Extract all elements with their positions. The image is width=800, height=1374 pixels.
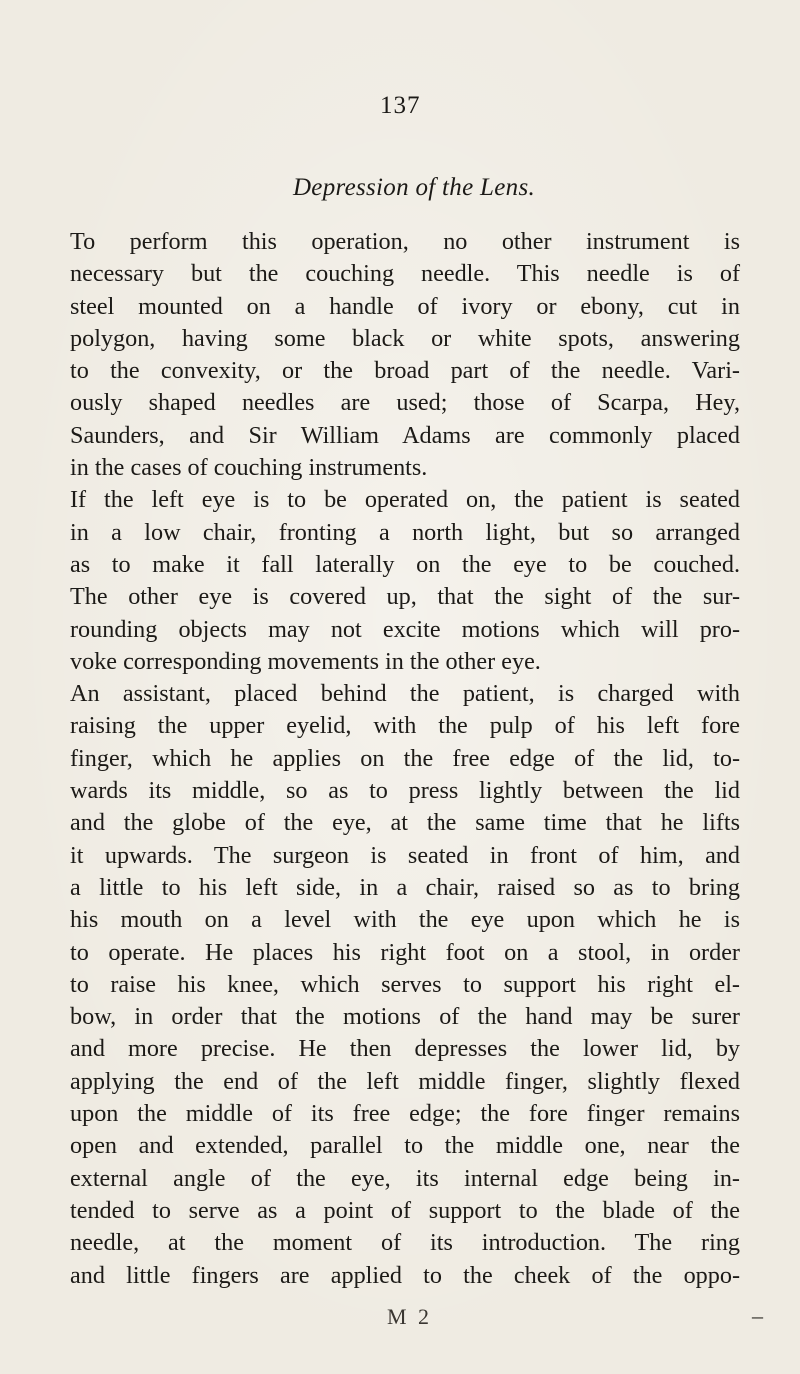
text-line: steel mounted on a handle of ivory or ebony, cut in: [70, 292, 740, 320]
text-line: To perform this operation, no other instrument is: [70, 228, 740, 255]
text-line: needle, at the moment of its introduction. The ring: [70, 1229, 740, 1257]
text-line: and more precise. He then depresses the lower lid, by: [70, 1035, 740, 1063]
text-line: ously shaped needles are used; those of Scarpa, Hey,: [70, 389, 740, 417]
section-heading: Depression of the Lens.: [292, 174, 536, 201]
text-line: open and extended, parallel to the middle one, near the: [70, 1132, 740, 1160]
text-line: raising the upper eyelid, with the pulp of his left fore: [70, 712, 740, 740]
text-line: as to make it fall laterally on the eye to be couched.: [70, 550, 740, 578]
end-dash: –: [752, 1303, 763, 1328]
text-line: a little to his left side, in a chair, raised so as to bring: [70, 873, 740, 901]
body-text: [70, 226, 740, 1292]
text-line: to the convexity, or the broad part of the needle. Vari-: [70, 357, 740, 385]
text-line: and the globe of the eye, at the same time that he lifts: [70, 809, 740, 837]
text-line: to operate. He places his right foot on a stool, in order: [70, 938, 740, 966]
text-line: finger, which he applies on the free edge of the lid, to-: [70, 744, 740, 772]
text-line: rounding objects may not excite motions which will pro-: [70, 615, 740, 643]
text-line: applying the end of the left middle finger, slightly flexed: [70, 1067, 740, 1095]
text-line: necessary but the couching needle. This needle is of: [70, 260, 740, 288]
text-line: external angle of the eye, its internal edge being in-: [70, 1164, 740, 1192]
text-line: tended to serve as a point of support to the blade of the: [70, 1196, 740, 1224]
text-line: bow, in order that the motions of the hand may be surer: [70, 1003, 740, 1031]
text-line: it upwards. The surgeon is seated in front of him, and: [70, 841, 740, 869]
text-line: in the cases of couching instruments.: [70, 454, 428, 482]
text-line: in a low chair, fronting a north light, but so arranged: [70, 518, 740, 546]
text-line: If the left eye is to be operated on, the patient is seated: [70, 486, 740, 514]
text-line: upon the middle of its free edge; the fore finger remains: [70, 1100, 740, 1128]
text-line: Saunders, and Sir William Adams are commonly placed: [70, 421, 740, 449]
text-line: An assistant, placed behind the patient, is charged with: [70, 680, 740, 708]
signature-mark: M 2: [387, 1304, 433, 1329]
text-line: to raise his knee, which serves to support his right el-: [70, 970, 740, 998]
page-number: 137: [380, 92, 421, 119]
text-line: wards its middle, so as to press lightly between the lid: [70, 777, 740, 805]
text-line: The other eye is covered up, that the sight of the sur-: [70, 583, 740, 611]
text-line: and little fingers are applied to the cheek of the oppo-: [70, 1261, 740, 1289]
text-line: voke corresponding movements in the other eye.: [70, 647, 541, 675]
text-line: his mouth on a level with the eye upon which he is: [70, 906, 740, 934]
text-line: polygon, having some black or white spots, answering: [70, 324, 740, 352]
